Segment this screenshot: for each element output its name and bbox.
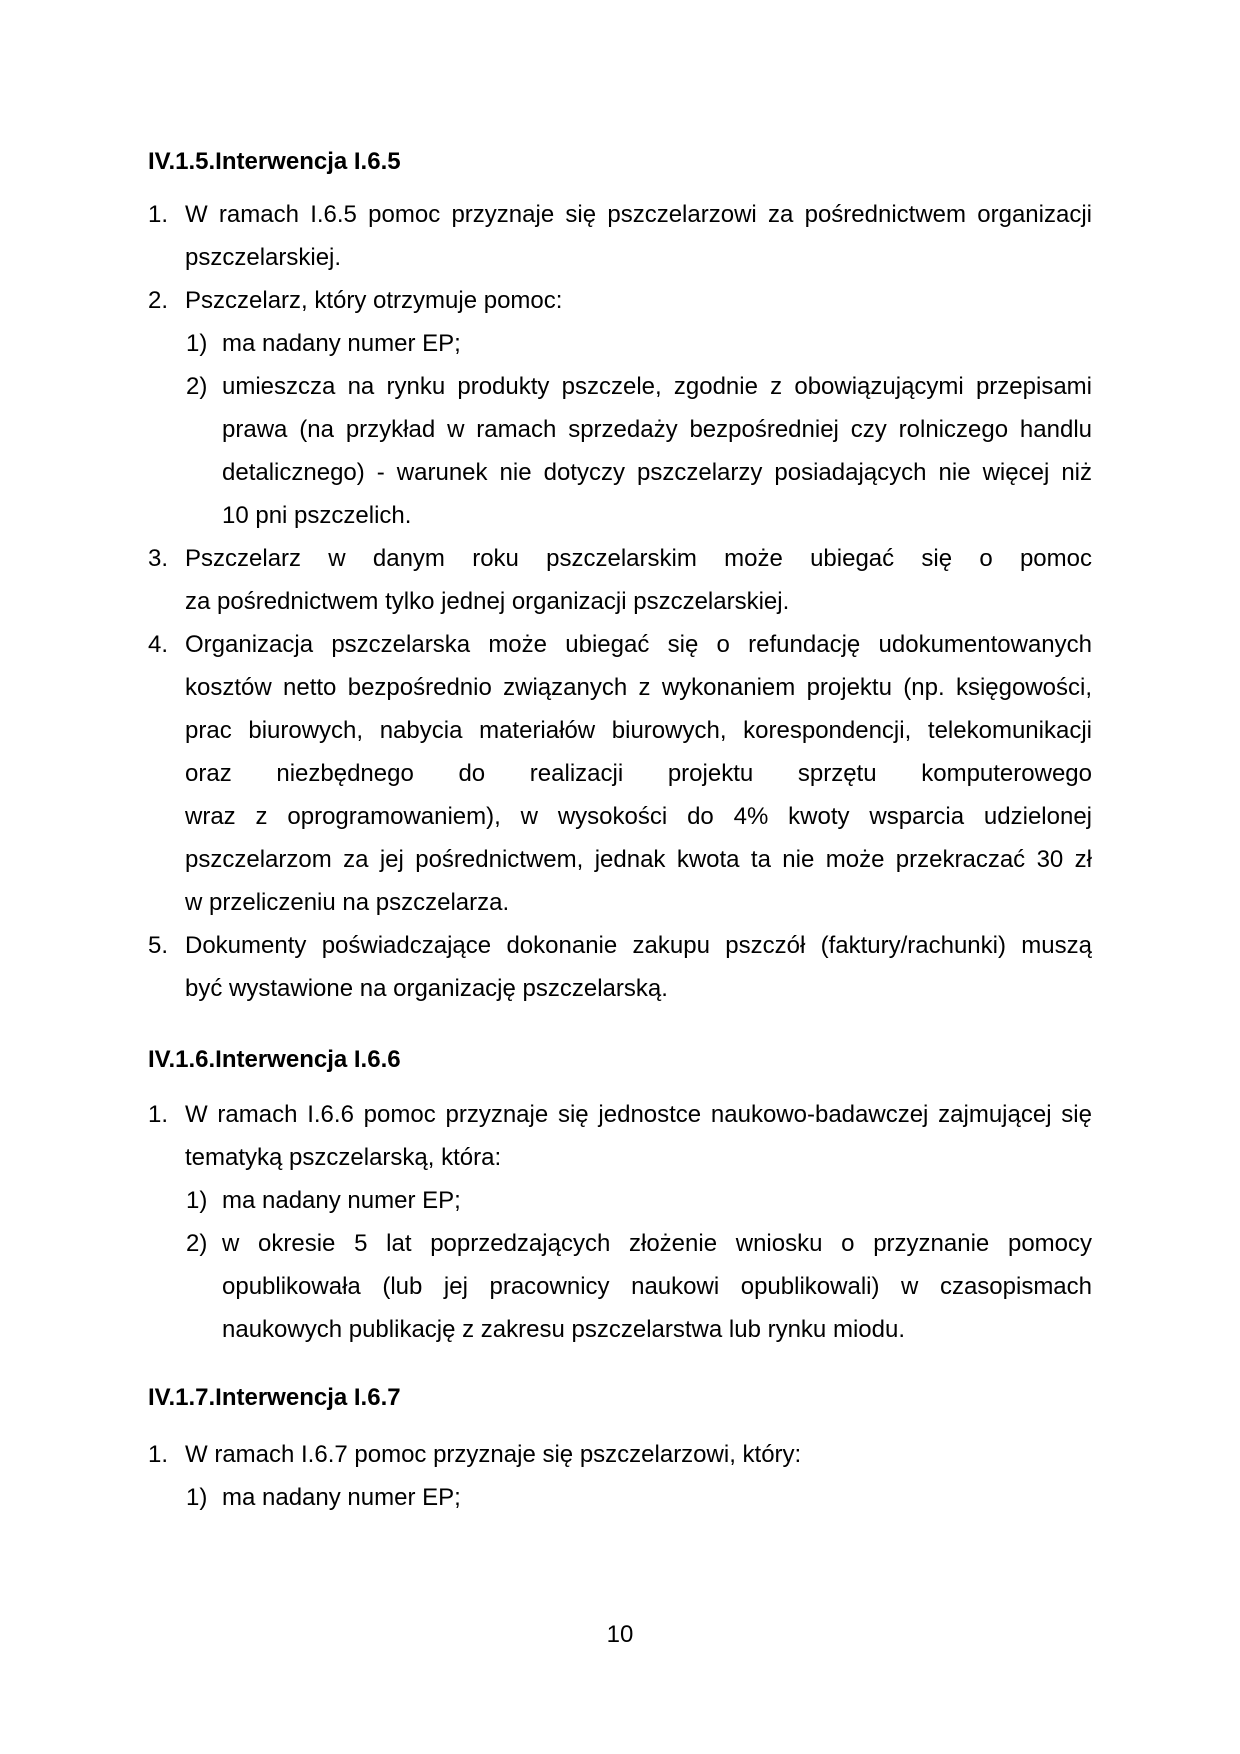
list-item-text: Pszczelarz, który otrzymuje pomoc: [185,287,563,314]
sublist-item-text: naukowych publikację z zakresu pszczelarstwa lub rynku miodu. [222,1316,905,1343]
sublist-number: 2) [186,1230,208,1257]
section-heading: IV.1.6.Interwencja I.6.6 [148,1046,401,1073]
sublist-item-text: detalicznego) - warunek nie dotyczy pszczelarzy posiadających nie więcej niż [222,459,1092,486]
list-item-text: za pośrednictwem tylko jednej organizacji pszczelarskiej. [185,588,790,615]
section-heading: IV.1.7.Interwencja I.6.7 [148,1384,401,1411]
list-item-text: tematyką pszczelarską, która: [185,1144,502,1171]
sublist-number: 1) [186,330,208,357]
list-item-text: W ramach I.6.6 pomoc przyznaje się jednostce naukowo-badawczej zajmującej się [185,1101,1092,1128]
list-item-text: W ramach I.6.5 pomoc przyznaje się pszczelarzowi za pośrednictwem organizacji [185,201,1092,228]
sublist-item-text: ma nadany numer EP; [222,1187,461,1214]
page-number: 10 [606,1621,634,1648]
list-number: 1. [148,1441,169,1468]
sublist-number: 1) [186,1187,208,1214]
sublist-item-text: umieszcza na rynku produkty pszczele, zgodnie z obowiązującymi przepisami [222,373,1092,400]
sublist-item-text: ma nadany numer EP; [222,330,461,357]
list-item-text: pszczelarzom za jej pośrednictwem, jednak kwota ta nie może przekraczać 30 zł [185,846,1092,873]
list-item-text: Organizacja pszczelarska może ubiegać się o refundację udokumentowanych [185,631,1092,658]
list-number: 1. [148,1101,169,1128]
list-item-text: kosztów netto bezpośrednio związanych z wykonaniem projektu (np. księgowości, [185,674,1092,701]
list-number: 2. [148,287,169,314]
list-item-text: być wystawione na organizację pszczelarską. [185,975,668,1002]
list-item-text: Pszczelarz w danym roku pszczelarskim może ubiegać się o pomoc [185,545,1092,572]
list-number: 5. [148,932,169,959]
list-item-text: oraz niezbędnego do realizacji projektu sprzętu komputerowego [185,760,1092,787]
sublist-number: 1) [186,1484,208,1511]
list-item-text: Dokumenty poświadczające dokonanie zakupu pszczół (faktury/rachunki) muszą [185,932,1092,959]
sublist-item-text: ma nadany numer EP; [222,1484,461,1511]
section-heading: IV.1.5.Interwencja I.6.5 [148,148,401,175]
list-item-text: w przeliczeniu na pszczelarza. [185,889,510,916]
sublist-item-text: prawa (na przykład w ramach sprzedaży bezpośredniej czy rolniczego handlu [222,416,1092,443]
list-item-text: prac biurowych, nabycia materiałów biurowych, korespondencji, telekomunikacji [185,717,1092,744]
list-number: 3. [148,545,169,572]
sublist-item-text: w okresie 5 lat poprzedzających złożenie wniosku o przyznanie pomocy [222,1230,1092,1257]
list-number: 4. [148,631,169,658]
sublist-item-text: opublikowała (lub jej pracownicy naukowi opublikowali) w czasopismach [222,1273,1092,1300]
sublist-number: 2) [186,373,208,400]
list-item-text: wraz z oprogramowaniem), w wysokości do 4% kwoty wsparcia udzielonej [185,803,1092,830]
list-item-text: pszczelarskiej. [185,244,342,271]
list-item-text: W ramach I.6.7 pomoc przyznaje się pszczelarzowi, który: [185,1441,802,1468]
list-number: 1. [148,201,169,228]
sublist-item-text: 10 pni pszczelich. [222,502,412,529]
